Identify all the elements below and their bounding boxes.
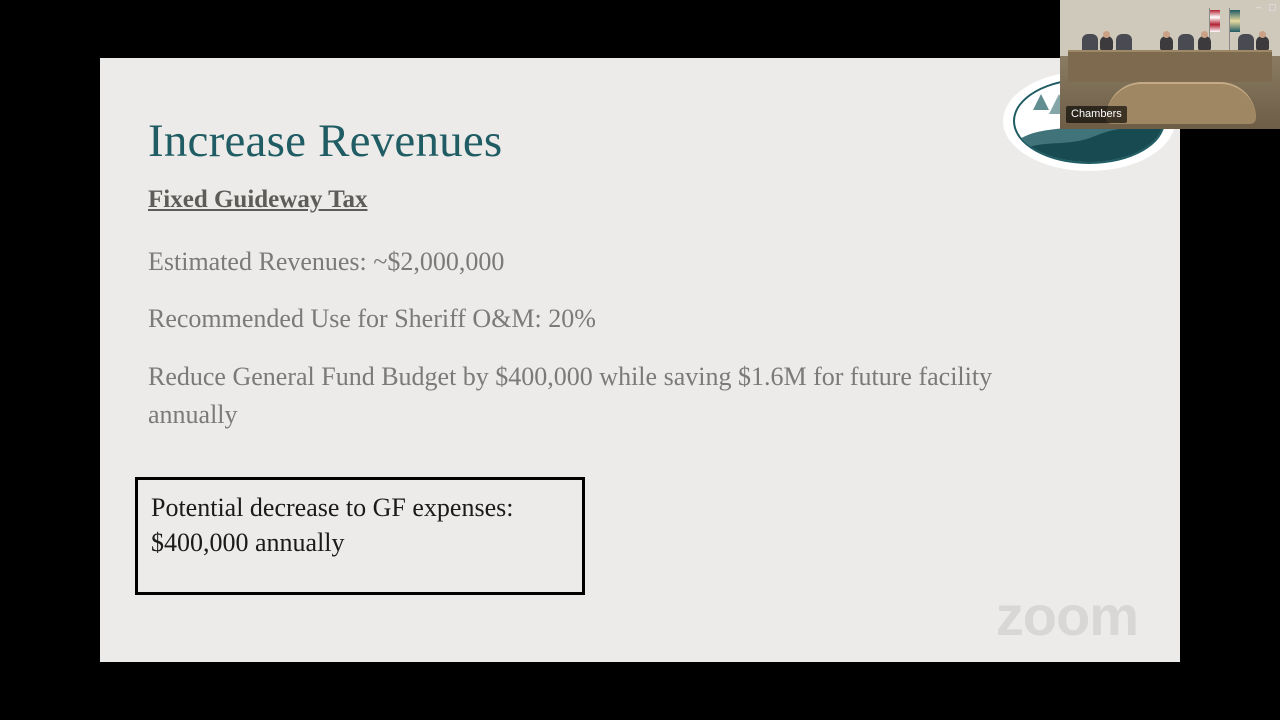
meeting-attendee bbox=[1256, 36, 1269, 51]
meeting-attendee bbox=[1160, 36, 1173, 51]
speaker-video-thumbnail[interactable] bbox=[1060, 0, 1280, 129]
zoom-watermark: zoom bbox=[995, 584, 1138, 647]
dais-desk bbox=[1068, 50, 1272, 82]
slide-body-line: Reduce General Fund Budget by $400,000 while saving $1.6M for future facility annually bbox=[148, 362, 993, 429]
speaker-name-label: Chambers bbox=[1066, 106, 1127, 123]
slide-subtitle: Fixed Guideway Tax bbox=[148, 186, 368, 213]
meeting-attendee bbox=[1198, 36, 1211, 51]
thumbnail-window-controls[interactable] bbox=[1254, 3, 1276, 12]
flag-icon bbox=[1226, 8, 1233, 52]
shared-slide bbox=[100, 58, 1180, 662]
slide-body-line: Recommended Use for Sheriff O&M: 20% bbox=[148, 304, 596, 333]
slide-callout-text: Potential decrease to GF expenses: $400,000 annually bbox=[151, 493, 514, 557]
slide-body-line: Estimated Revenues: ~$2,000,000 bbox=[148, 247, 505, 276]
slide-callout-box bbox=[135, 477, 585, 595]
conference-table bbox=[1106, 82, 1256, 124]
slide-title: Increase Revenues bbox=[148, 115, 503, 167]
minus-icon[interactable]: – bbox=[1255, 2, 1261, 12]
meeting-attendee bbox=[1100, 36, 1113, 51]
square-icon[interactable] bbox=[1269, 4, 1276, 11]
